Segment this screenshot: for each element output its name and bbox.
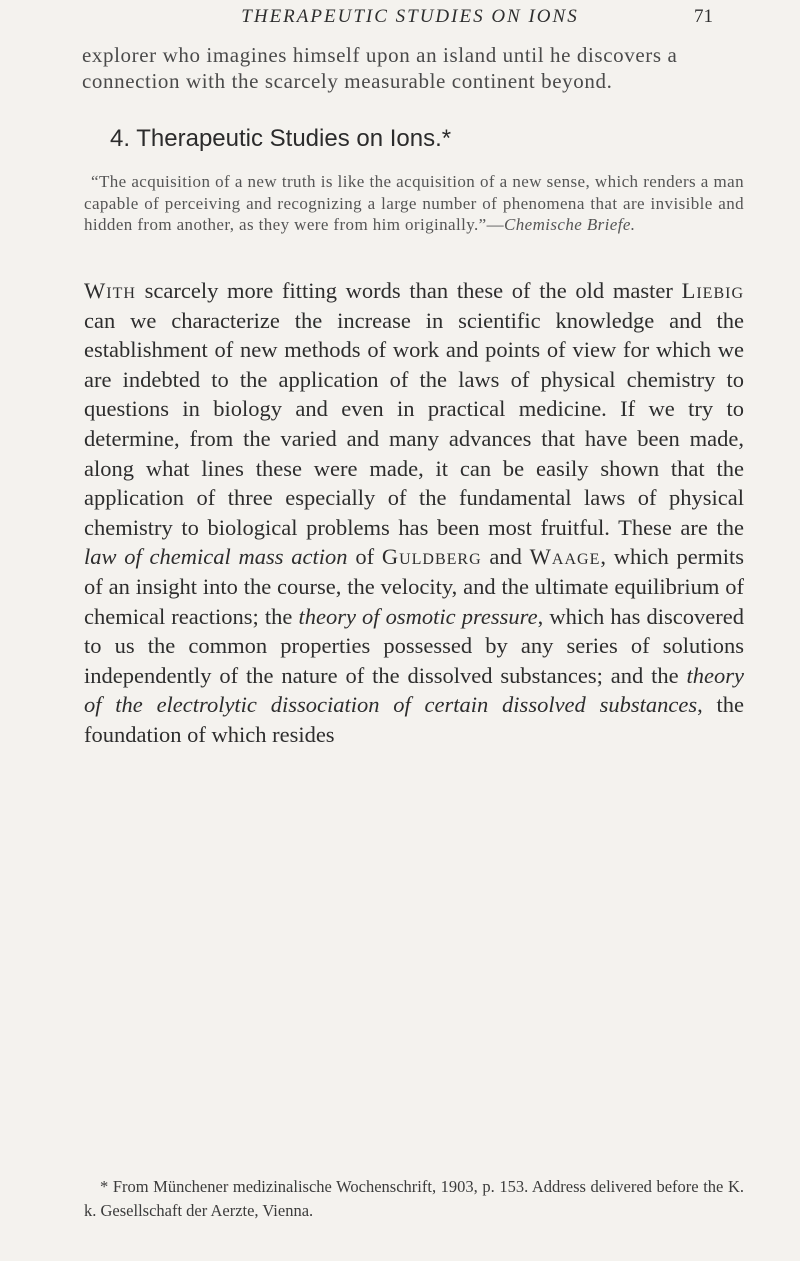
footnote: * From Münchener medizinalische Wochenschrift, 1903, p. 153. Address delivered before the K. k. Gesellschaft der Aerzte, Vienna. xyxy=(84,1177,744,1220)
body-segment: can we characterize the increase in scientific knowledge and the establishment of new methods of work and points of view for which we are indebted to the application of the laws of physical chemistry to questions in biology and even in practical medicine. If we try to determine, from the varied and many advances that have been made, along what lines these were made, it can be easily shown that the application of three especially of the fundamental laws of physical chemistry to biological problems has been most fruitful. These are the xyxy=(84,307,744,540)
intro-paragraph: explorer who imagines himself upon an island until he discovers a connection with the scarcely measurable continent beyond. xyxy=(82,43,678,93)
body-segment: and xyxy=(481,544,530,570)
epigraph xyxy=(84,171,744,236)
body-text xyxy=(84,276,744,750)
body-paragraph xyxy=(84,276,744,750)
body-segment: of xyxy=(347,544,382,570)
epigraph-dash: — xyxy=(486,215,505,234)
epigraph-source: Chemische Briefe. xyxy=(504,215,636,234)
body-segment: , the foundation of which resides xyxy=(84,692,744,747)
body-segment: scarcely more fitting words than these of the old master xyxy=(135,278,682,303)
author-name-liebig: Liebig xyxy=(681,278,744,303)
term-mass-action: law of chemical mass action xyxy=(84,544,348,570)
epigraph-quote: “The acquisition of a new truth is like the acquisition of a new sense, which renders a man capable of perceiving and recognizing a large number of phenomena that are invisible and hidden from another, as they were from him originally.” xyxy=(84,172,744,234)
page-number: 71 xyxy=(694,6,713,27)
term-osmotic-pressure: theory of osmotic pressure xyxy=(298,603,538,629)
body-segment: , which permits of an insight into the course, the velocity, and the ultimate equilibrium of chemical reactions; the xyxy=(84,544,744,629)
body-lead-word: With xyxy=(84,278,136,303)
running-head xyxy=(0,6,800,40)
running-title: THERAPEUTIC STUDIES ON IONS xyxy=(241,6,579,27)
author-name-waage: Waage xyxy=(529,544,601,570)
section-heading: 4. Therapeutic Studies on Ions.* xyxy=(110,125,452,152)
author-name-guldberg: Guldberg xyxy=(381,544,482,570)
term-electrolytic-dissociation: theory of the electrolytic dissociation of certain dissolved substances xyxy=(84,662,744,718)
body-segment: , which has discovered to us the common properties possessed by any series of solutions independently of the nature of the dissolved substances; and the xyxy=(84,603,744,688)
